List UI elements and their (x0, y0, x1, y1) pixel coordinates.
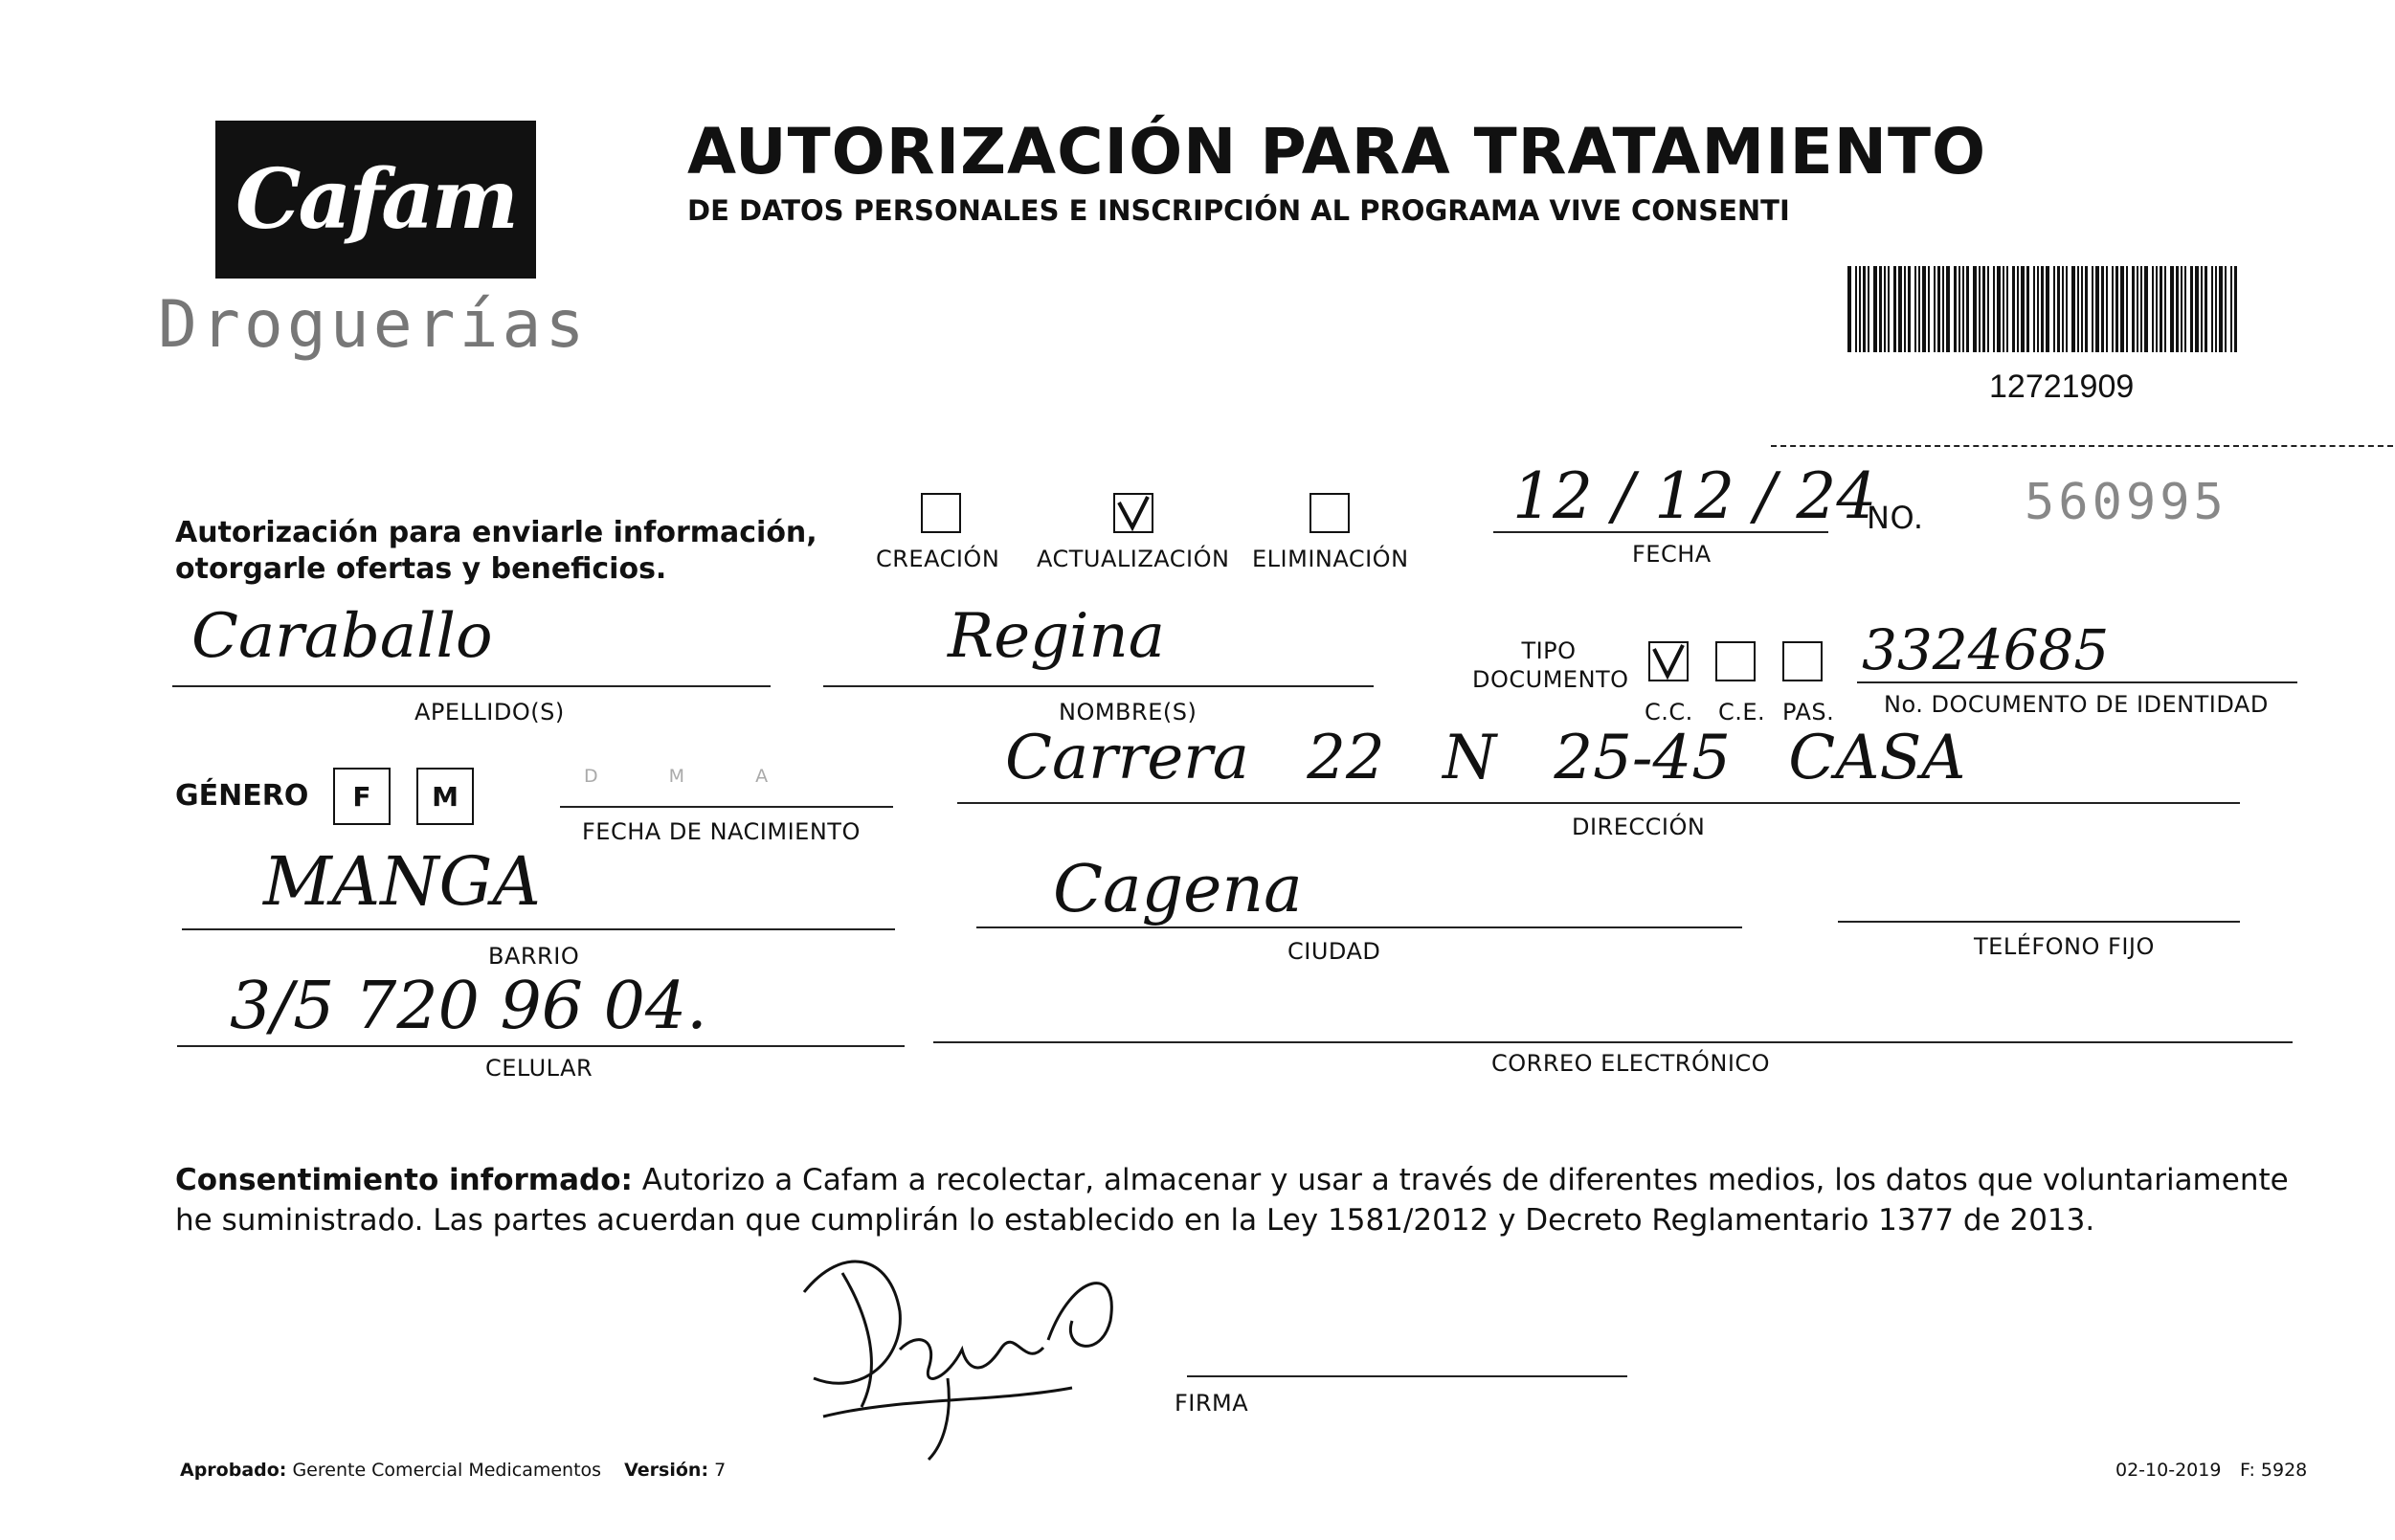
fecha-label: FECHA (1632, 541, 1712, 568)
nombres-line[interactable] (823, 685, 1374, 687)
apellidos-value: Caraballo (191, 601, 493, 672)
barrio-label: BARRIO (488, 943, 580, 970)
version-label: Versión: (624, 1460, 709, 1481)
documento-label: No. DOCUMENTO DE IDENTIDAD (1884, 691, 2269, 718)
checkbox-cc[interactable] (1648, 641, 1689, 681)
firma-label: FIRMA (1175, 1390, 1249, 1417)
consent-paragraph (175, 1160, 2295, 1240)
correo-line[interactable] (933, 1041, 2293, 1043)
fecha-line (1493, 531, 1828, 533)
checkbox-actualizacion[interactable] (1113, 493, 1153, 533)
fecha-value: 12 / 12 / 24 (1512, 459, 1877, 533)
aprobado-label: Aprobado: (180, 1460, 287, 1481)
footer-form-code: F: 5928 (2240, 1460, 2308, 1481)
nombres-value: Regina (948, 601, 1165, 672)
checkmark-icon (1650, 643, 1687, 680)
checkbox-eliminacion[interactable] (1309, 493, 1350, 533)
footer-aprobado (180, 1460, 726, 1481)
barcode-icon (1847, 266, 2240, 352)
tipo-documento-label: TIPO DOCUMENTO (1472, 637, 1629, 693)
telefono-line[interactable] (1838, 921, 2240, 923)
label-creacion: CREACIÓN (876, 546, 1000, 572)
celular-line[interactable] (177, 1045, 905, 1047)
genero-m-box[interactable]: M (416, 768, 474, 825)
apellidos-label: APELLIDO(S) (414, 699, 565, 725)
signature-image (785, 1235, 1187, 1464)
aprobado-value: Gerente Comercial Medicamentos (292, 1460, 602, 1481)
barrio-value: MANGA (263, 842, 541, 921)
checkmark-icon (1115, 495, 1152, 531)
checkbox-pas[interactable] (1782, 641, 1823, 681)
ciudad-line[interactable] (976, 926, 1742, 928)
cafam-logo: Cafam (235, 151, 516, 248)
apellidos-line[interactable] (172, 685, 771, 687)
barrio-line[interactable] (182, 928, 895, 930)
authorization-heading-line1: Autorización para enviarle información, (175, 516, 817, 549)
correo-label: CORREO ELECTRÓNICO (1491, 1050, 1771, 1077)
fecha-nac-label: FECHA DE NACIMIENTO (582, 818, 861, 845)
footer-date: 02-10-2019 (2115, 1460, 2222, 1481)
ciudad-value: Cagena (1053, 852, 1303, 927)
genero-f-box[interactable]: F (333, 768, 391, 825)
fecha-nac-hint: D M A (584, 766, 801, 787)
nombres-label: NOMBRE(S) (1059, 699, 1198, 725)
barcode-number: 12721909 (1989, 368, 2135, 405)
label-actualizacion: ACTUALIZACIÓN (1037, 546, 1230, 572)
fecha-nac-line[interactable] (560, 806, 893, 808)
authorization-heading-line2: otorgarle ofertas y beneficios. (175, 552, 667, 586)
form-subtitle: DE DATOS PERSONALES E INSCRIPCIÓN AL PROGRAMA VIVE CONSENTI (687, 194, 1790, 227)
label-eliminacion: ELIMINACIÓN (1252, 546, 1409, 572)
checkbox-ce[interactable] (1715, 641, 1756, 681)
consent-heading: Consentimiento informado: (175, 1163, 633, 1197)
genero-label: GÉNERO (175, 779, 309, 813)
celular-label: CELULAR (485, 1055, 593, 1082)
cut-line (1771, 445, 2393, 447)
celular-value: 3/5 720 96 04. (230, 969, 707, 1044)
label-pas: PAS. (1782, 699, 1835, 725)
firma-line[interactable] (1187, 1375, 1627, 1377)
direccion-line[interactable] (957, 802, 2240, 804)
version-value: 7 (714, 1460, 727, 1481)
checkbox-creacion[interactable] (921, 493, 961, 533)
authorization-heading (175, 515, 817, 588)
brand-subtitle: Droguerías (158, 287, 589, 363)
form-title: AUTORIZACIÓN PARA TRATAMIENTO (687, 115, 1987, 189)
direccion-value: Carrera 22 N 25-45 CASA (1005, 723, 1966, 793)
label-ce: C.E. (1718, 699, 1766, 725)
telefono-label: TELÉFONO FIJO (1974, 933, 2155, 960)
documento-line[interactable] (1857, 681, 2297, 683)
serial-number: 560995 (2025, 474, 2227, 531)
label-cc: C.C. (1645, 699, 1693, 725)
ciudad-label: CIUDAD (1287, 938, 1381, 965)
no-label: NO. (1867, 500, 1924, 536)
documento-value: 3324685 (1862, 617, 2110, 682)
consent-text: Autorizo a Cafam a recolectar, almacenar y usar a través de diferentes medios, los datos que voluntariamente he suministrado. Las partes acuerdan que cumplirán lo establecido en la Ley 1581/2012 y Decreto Reglamentario 1377 de 2013. (175, 1163, 2289, 1238)
direccion-label: DIRECCIÓN (1572, 814, 1706, 840)
